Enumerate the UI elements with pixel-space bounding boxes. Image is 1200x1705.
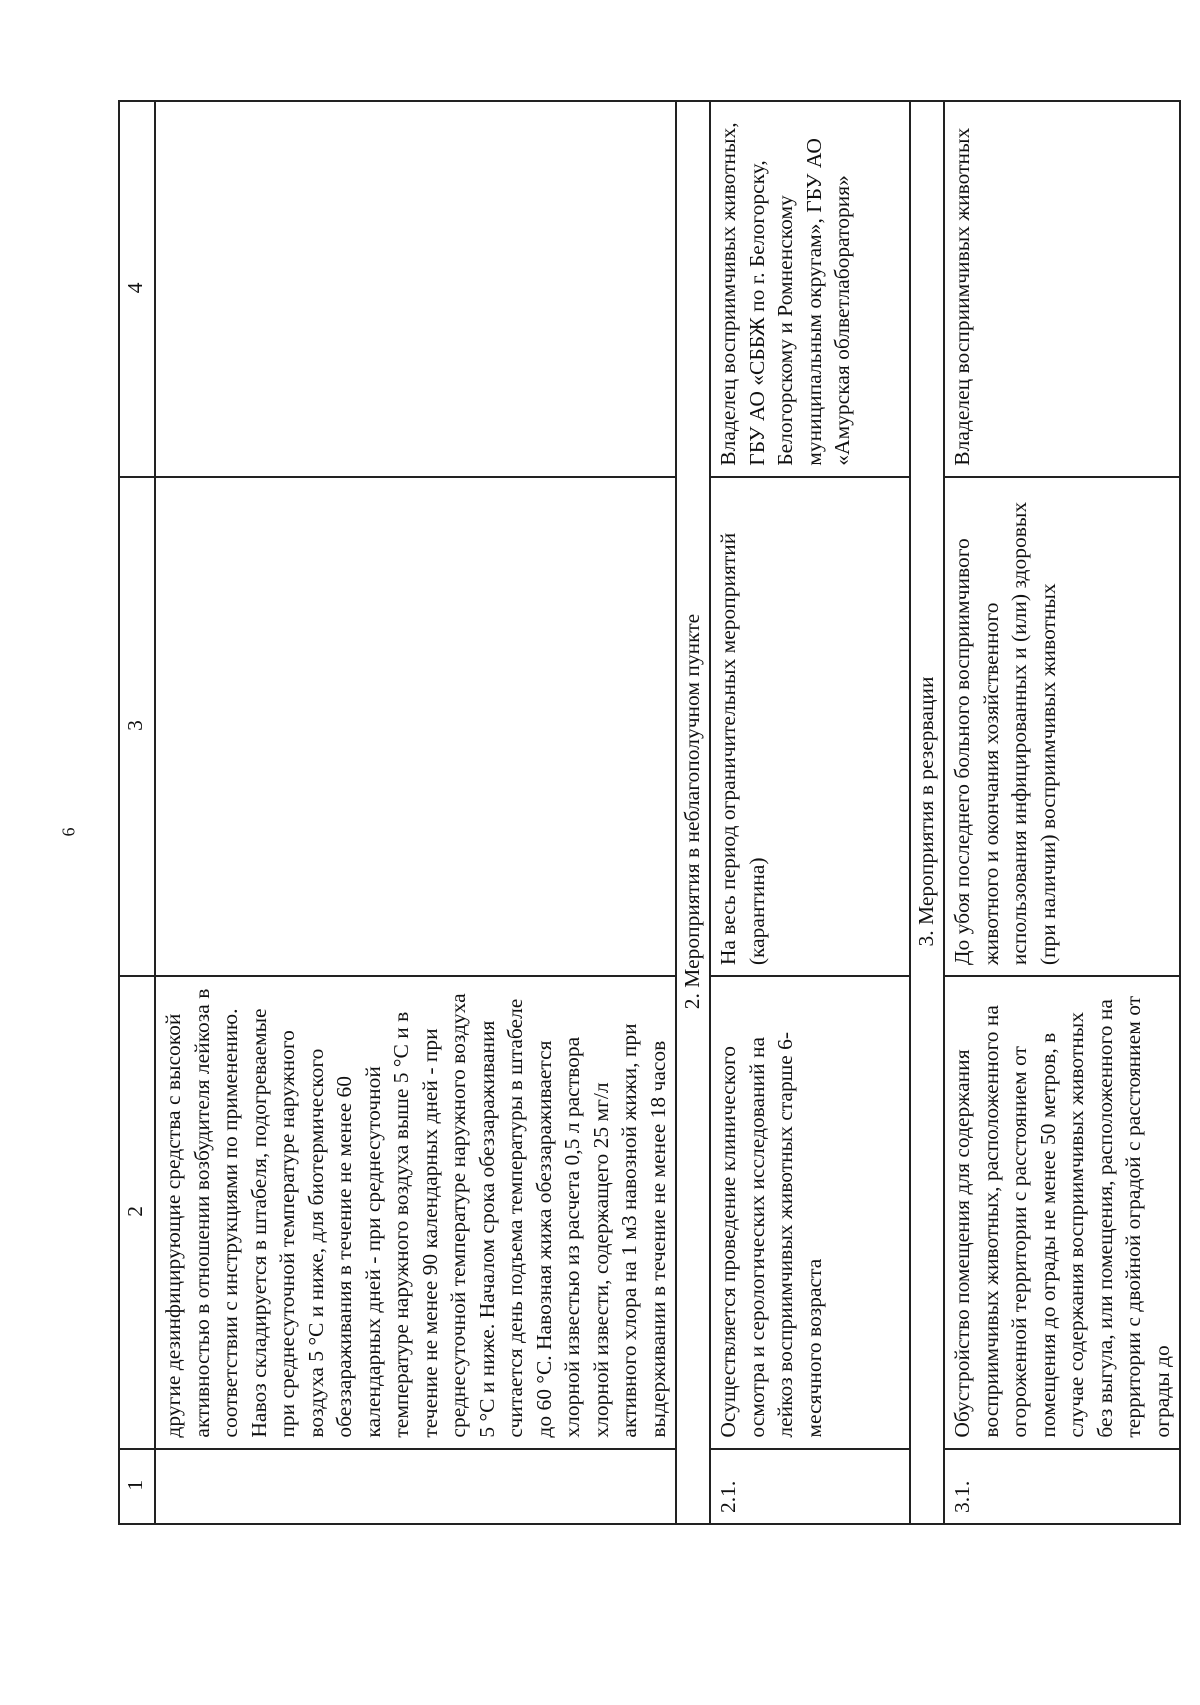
continuation-col1	[155, 1449, 676, 1524]
page-number: 6	[58, 827, 79, 837]
measure-text: Осуществляется проведение клинического осмотра и серологических исследований на лейкоз восприимчивых животных старше 6-месячного возраста	[710, 976, 910, 1448]
measure-text: Обустройство помещения для содержания восприимчивых животных, расположенного на огороженной территории с расстоянием от помещения до ограды не менее 50 метров, в случае содержания восприимчивых животных без выгула, или помещения, расположенного на территории с двойной оградой с расстоянием от ограды до	[944, 976, 1180, 1448]
table-row-continuation	[155, 101, 676, 1524]
continuation-measure-text: другие дезинфицирующие средства с высокой активностью в отношении возбудителя лейкоза в соответствии с инструкциями по применению. Навоз складируется в штабеля, подогреваемые при среднесуточной температуре наружного воздуха 5 °С и ниже, для биотермического обеззараживания в течение не менее 60 календарных дней - при среднесуточной температуре наружного воздуха выше 5 °С и в течение не менее 90 календарных дней - при среднесуточной температуре наружного воздуха 5 °С и ниже. Началом срока обеззараживания считается день подъема температуры в штабеле до 60 °С. Навозная жижа обеззараживается хлорной известью из расчета 0,5 л раствора хлорной извести, содержащего 25 мг/л активного хлора на 1 м3 навозной жижи, при выдерживании в течение не менее 18 часов	[155, 976, 676, 1448]
table-row-2-1	[710, 101, 910, 1524]
section-3-title: 3. Мероприятия в резервации	[910, 101, 944, 1524]
column-number-row	[119, 101, 155, 1524]
column-number-2: 2	[119, 976, 155, 1448]
continuation-col3	[155, 477, 676, 976]
measures-table	[118, 100, 1181, 1525]
row-number: 2.1.	[710, 1449, 910, 1524]
continuation-col4	[155, 101, 676, 477]
column-number-4: 4	[119, 101, 155, 477]
responsible-text: Владелец восприимчивых животных	[944, 101, 1180, 477]
column-number-3: 3	[119, 477, 155, 976]
row-number: 3.1.	[944, 1449, 1180, 1524]
responsible-text: Владелец восприимчивых животных, ГБУ АО «СББЖ по г. Белогорску, Белогорскому и Ромненскому муниципальным округам», ГБУ АО «Амурская облветлаборатория»	[710, 101, 910, 477]
table-row-3-1	[944, 101, 1180, 1524]
period-text: До убоя последнего больного восприимчивого животного и окончания хозяйственного использования инфицированных и (или) здоровых (при наличии) восприимчивых животных	[944, 477, 1180, 976]
column-number-1: 1	[119, 1449, 155, 1524]
section-heading-row	[910, 101, 944, 1524]
period-text: На весь период ограничительных мероприятий (карантина)	[710, 477, 910, 976]
section-2-title: 2. Мероприятия в неблагополучном пункте	[676, 101, 710, 1524]
rotated-table-container	[118, 100, 1174, 1525]
section-heading-row	[676, 101, 710, 1524]
